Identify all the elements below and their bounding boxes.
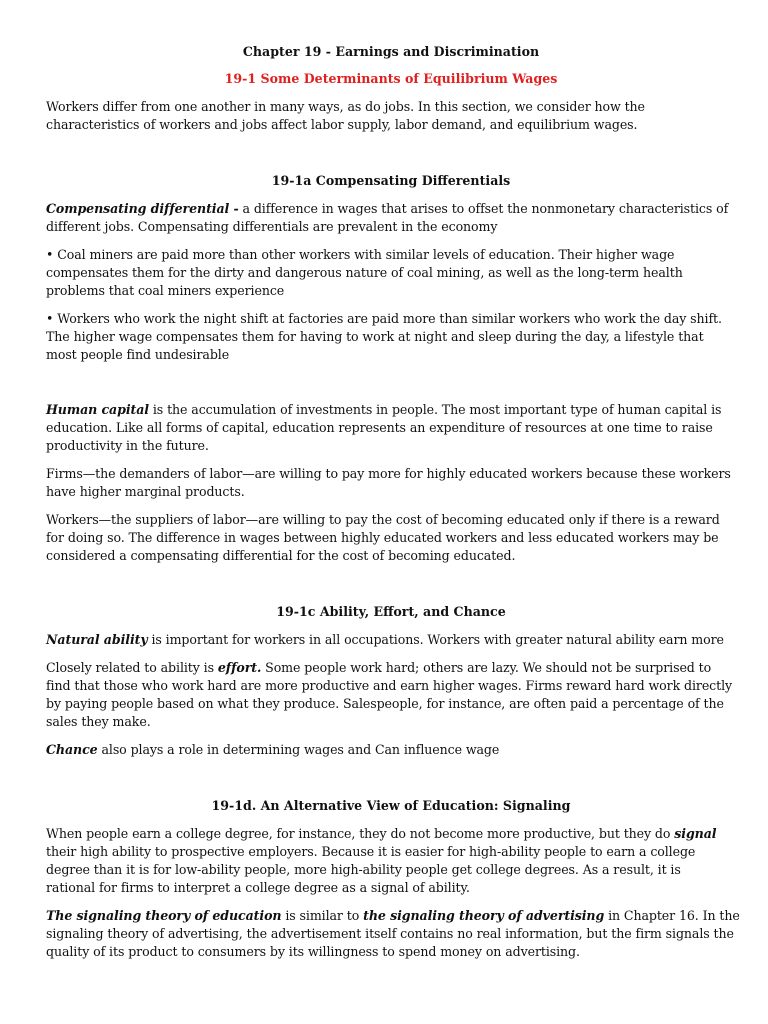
intro-line-2: characteristics of workers and jobs affect labor supply, labor demand, and equilibrium wages. [46,117,638,132]
term-signal: signal [674,826,717,841]
effort-line-1: Closely related to ability is effort. Some people work hard; others are lazy. We should not be surprised to [46,660,712,675]
effort-line-2: find that those who work hard are more productive and earn higher wages. Firms reward hard work directly [46,678,733,693]
bullet-night-line-2: The higher wage compensates them for having to work at night and sleep during the day, a lifestyle that [46,329,704,344]
heading-compensating-differentials: 19-1a Compensating Differentials [271,173,511,188]
workers-line-3: considered a compensating differential for the cost of becoming educated. [46,548,516,563]
section-title: 19-1 Some Determinants of Equilibrium Wages [224,71,558,86]
term-compensating-differential: Compensating differential - [46,201,239,216]
intro-line-1: Workers differ from one another in many ways, as do jobs. In this section, we consider how the [46,99,645,114]
effort-line-3: by paying people based on what they produce. Salespeople, for instance, are often paid a percentage of the [46,696,724,711]
signaling-line-3: degree than it is for low-ability people, more high-ability people get college degrees. As a result, it is [46,862,681,877]
signaling-theory-line-1: The signaling theory of education is similar to the signaling theory of advertising in Chapter 16. In the [46,908,740,923]
signaling-line-2: their high ability to prospective employers. Because it is easier for high-ability people to earn a college [46,844,696,859]
term-signaling-theory-education: The signaling theory of education [46,908,282,923]
signaling-theory-line-3: quality of its product to consumers by its willingness to spend money on advertising. [46,944,580,959]
workers-line-1: Workers—the suppliers of labor—are willing to pay the cost of becoming educated only if there is a reward [46,512,720,527]
signaling-line-1: When people earn a college degree, for instance, they do not become more productive, but they do signal [46,826,717,841]
human-capital-line-3: productivity in the future. [46,438,209,453]
term-human-capital: Human capital [46,402,149,417]
term-signaling-theory-advertising: the signaling theory of advertising [363,908,605,923]
human-capital-line-2: education. Like all forms of capital, education represents an expenditure of resources at one time to raise [46,420,713,435]
bullet-coal-line-2: compensates them for the dirty and dangerous nature of coal mining, as well as the long-term health [46,265,683,280]
natural-ability-line: Natural ability is important for workers in all occupations. Workers with greater natural ability earn more [46,632,724,647]
firms-line-1: Firms—the demanders of labor—are willing to pay more for highly educated workers because these workers [46,466,731,481]
signaling-theory-line-2: signaling theory of advertising, the advertisement itself contains no real information, but the firm signals the [46,926,734,941]
heading-signaling: 19-1d. An Alternative View of Education: Signaling [211,798,571,813]
term-natural-ability: Natural ability [46,632,148,647]
bullet-night-line-1: • Workers who work the night shift at factories are paid more than similar workers who work the day shift. [46,311,722,326]
term-chance: Chance [46,742,98,757]
definition-line-2: different jobs. Compensating differentials are prevalent in the economy [46,219,498,234]
term-effort: effort. [217,660,262,675]
bullet-coal-line-1: • Coal miners are paid more than other workers with similar levels of education. Their higher wage [46,247,675,262]
signaling-line-4: rational for firms to interpret a college degree as a signal of ability. [46,880,470,895]
human-capital-line-1: Human capital is the accumulation of investments in people. The most important type of human capital is [46,402,722,417]
bullet-night-line-3: most people find undesirable [46,347,230,362]
chapter-title: Chapter 19 - Earnings and Discrimination [242,44,540,59]
definition-line-1: Compensating differential - a difference in wages that arises to offset the nonmonetary characteristics of [46,201,729,216]
firms-line-2: have higher marginal products. [46,484,245,499]
chance-line: Chance also plays a role in determining wages and Can influence wage [46,742,500,757]
bullet-coal-line-3: problems that coal miners experience [46,283,285,298]
heading-ability-effort-chance: 19-1c Ability, Effort, and Chance [276,604,506,619]
workers-line-2: for doing so. The difference in wages between highly educated workers and less educated workers may be [46,530,719,545]
effort-line-4: sales they make. [46,714,151,729]
